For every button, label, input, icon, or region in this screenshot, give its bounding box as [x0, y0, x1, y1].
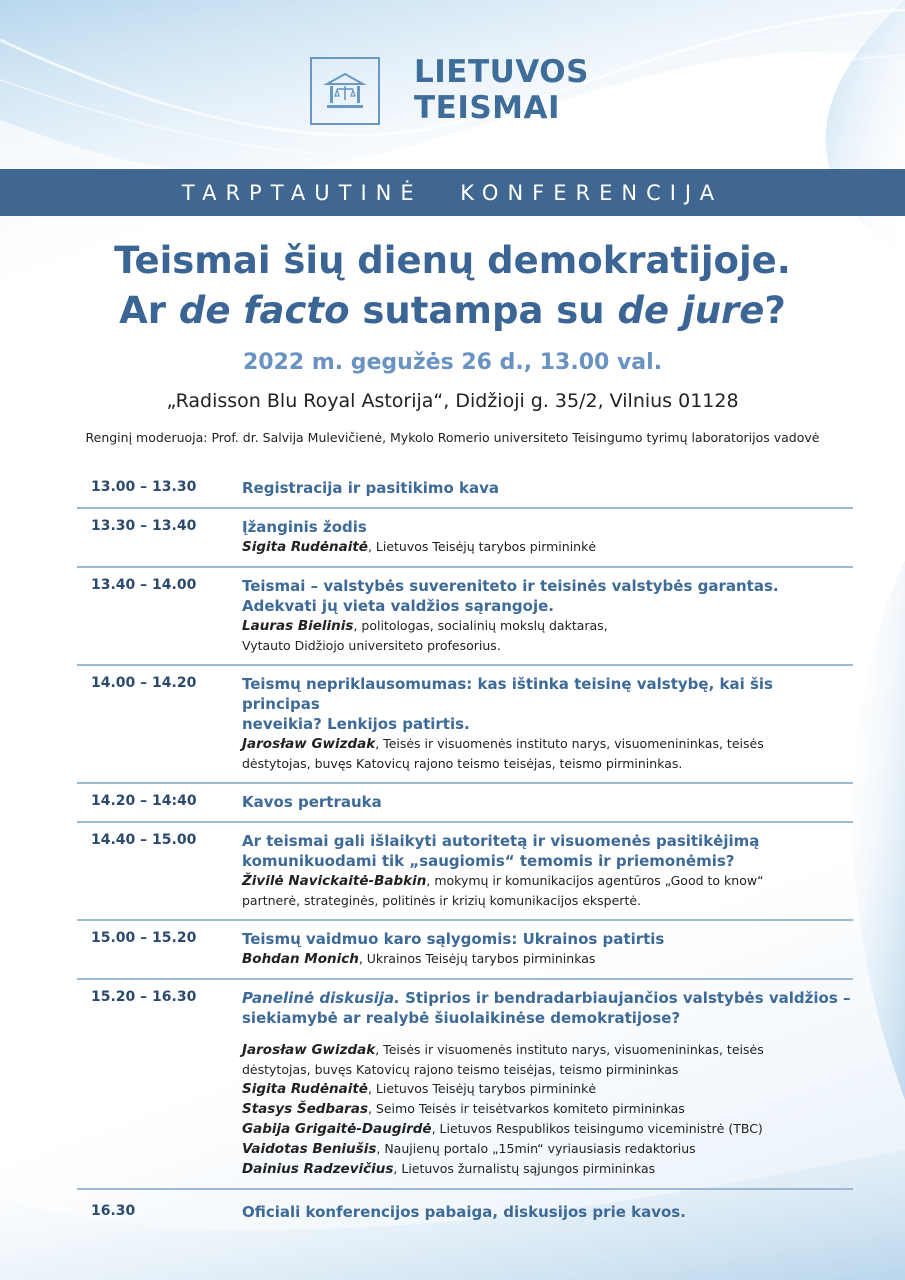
schedule-topic: Teismai – valstybės suvereniteto ir teisinės valstybės garantas. [242, 577, 779, 595]
event-venue: „Radisson Blu Royal Astorija“, Didžioji g. 35/2, Vilnius 01128 [166, 390, 739, 412]
speaker [242, 871, 853, 891]
speaker-name: Bohdan Monich [242, 951, 359, 967]
logo-line-1: LIETUVOS [414, 54, 589, 90]
speaker-role: , Ukrainos Teisėjų tarybos pirmininkas [358, 951, 596, 966]
schedule-topic: Oficiali konferencijos pabaiga, diskusijos prie kavos. [242, 1203, 686, 1221]
schedule-row [77, 921, 853, 980]
schedule-row [77, 980, 853, 1190]
panelist-role: , Lietuvos žurnalistų sąjungos pirmininkas [393, 1161, 656, 1176]
schedule-row [77, 1190, 853, 1231]
speaker-name: Lauras Bielinis [242, 618, 354, 634]
panelist [242, 1139, 853, 1159]
panelist [242, 1079, 853, 1099]
panelist-name: Stasys Šedbaras [242, 1101, 368, 1117]
panelist-role: , Naujienų portalo „15min“ vyriausiasis redaktorius [376, 1141, 696, 1156]
speaker-role-cont: Vytauto Didžiojo universiteto profesorius. [242, 638, 501, 653]
speaker [242, 949, 853, 969]
logo-line-2: TEISMAI [414, 90, 561, 126]
panelist-name: Sigita Rudėnaitė [242, 1081, 368, 1097]
schedule-topic: Kavos pertrauka [242, 793, 382, 811]
speaker [242, 616, 853, 636]
schedule-topic-cont: siekiamybė ar realybė šiuolaikinėse demokratijose? [242, 1009, 681, 1027]
title-part-a: Ar [119, 289, 179, 332]
schedule-topic: Registracija ir pasitikimo kava [242, 479, 500, 497]
speaker-role: , mokymų ir komunikacijos agentūros „Good to know“ [426, 873, 764, 888]
panelist-name: Gabija Grigaitė-Daugirdė [242, 1121, 432, 1137]
panelist [242, 1099, 853, 1119]
schedule-time: 14.00 – 14.20 [91, 675, 197, 691]
panelist [242, 1040, 853, 1060]
schedule-time: 14.40 – 15.00 [91, 832, 197, 848]
schedule-row [77, 784, 853, 823]
panelist [242, 1119, 853, 1139]
schedule-time: 13.30 – 13.40 [91, 518, 197, 534]
speaker-name: Sigita Rudėnaitė [242, 539, 368, 555]
panelist-role: , Seimo Teisės ir teisėtvarkos komiteto pirmininkas [367, 1101, 685, 1116]
title-part-d: de jure [617, 289, 765, 332]
schedule-row [77, 666, 853, 784]
panel-label: Panelinė diskusija. [242, 989, 400, 1007]
schedule-time: 15.00 – 15.20 [91, 930, 197, 946]
schedule-topic: Teismų vaidmuo karo sąlygomis: Ukrainos patirtis [242, 930, 665, 948]
schedule-topic: Teismų nepriklausomumas: kas ištinka teisinę valstybę, kai šis principas [242, 675, 773, 713]
schedule-table [77, 470, 853, 1231]
schedule-row [77, 470, 853, 509]
schedule-topic: Įžanginis žodis [242, 518, 367, 536]
logo-wordmark [414, 54, 589, 126]
speaker-role: , Lietuvos Teisėjų tarybos pirmininkė [367, 539, 597, 554]
panelist-name: Jarosław Gwizdak [242, 1042, 376, 1058]
schedule-topic [242, 988, 853, 1008]
schedule-time: 14.20 – 14:40 [91, 793, 197, 809]
speaker [242, 734, 853, 754]
band-label: TARPTAUTINĖ KONFERENCIJA [181, 180, 724, 205]
moderator-line: Renginį moderuoja: Prof. dr. Salvija Mulevičienė, Mykolo Romerio universiteto Teisingumo tyrimų laboratorijos vadovė [85, 430, 820, 445]
schedule-topic-cont: komunikuodami tik „saugiomis“ temomis ir priemonėmis? [242, 852, 735, 870]
speaker-name: Živilė Navickaitė-Babkin [242, 873, 427, 889]
title-part-b: de facto [178, 289, 350, 332]
schedule-row [77, 823, 853, 921]
schedule-row [77, 509, 853, 568]
panelist-role: , Lietuvos Teisėjų tarybos pirmininkė [367, 1081, 597, 1096]
panelist-role-cont: dėstytojas, buvęs Katovicų rajono teismo teisėjas, teismo pirmininkas [242, 1062, 679, 1077]
event-date: 2022 m. gegužės 26 d., 13.00 val. [242, 350, 663, 375]
speaker [242, 537, 853, 557]
speaker-role: , politologas, socialinių mokslų daktaras, [353, 618, 608, 633]
panelist-name: Dainius Radzevičius [242, 1161, 394, 1177]
schedule-time: 13.40 – 14.00 [91, 577, 197, 593]
title-line-1: Teismai šių dienų demokratijoje. [114, 239, 791, 282]
schedule-row [77, 568, 853, 666]
courthouse-logo-icon [310, 57, 380, 125]
schedule-topic: Ar teismai gali išlaikyti autoritetą ir visuomenės pasitikėjimą [242, 832, 760, 850]
speaker-role-cont: dėstytojas, buvęs Katovicų rajono teismo teisėjas, teismo pirmininkas. [242, 756, 683, 771]
speaker-name: Jarosław Gwizdak [242, 736, 376, 752]
panelist-role: , Teisės ir visuomenės instituto narys, visuomenininkas, teisės [375, 1042, 764, 1057]
schedule-time: 16.30 [91, 1203, 136, 1219]
panel-topic: Stiprios ir bendradarbiaujančios valstybės valdžios – [399, 989, 851, 1007]
title-part-e: ? [764, 289, 786, 332]
schedule-time: 15.20 – 16.30 [91, 989, 197, 1005]
schedule-topic-cont: Adekvati jų vieta valdžios sąrangoje. [242, 597, 554, 615]
title-part-c: sutampa su [349, 289, 618, 332]
speaker-role: , Teisės ir visuomenės instituto narys, visuomenininkas, teisės [375, 736, 764, 751]
conference-band [0, 169, 905, 216]
panelist-role: , Lietuvos Respublikos teisingumo viceministrė (TBC) [431, 1121, 763, 1136]
speaker-role-cont: partnerė, strateginės, politinės ir krizių komunikacijos ekspertė. [242, 893, 642, 908]
panelist [242, 1159, 853, 1179]
panelist-name: Vaidotas Beniušis [242, 1141, 377, 1157]
schedule-time: 13.00 – 13.30 [91, 479, 197, 495]
schedule-topic-cont: neveikia? Lenkijos patirtis. [242, 715, 470, 733]
title-line-2 [0, 288, 905, 334]
